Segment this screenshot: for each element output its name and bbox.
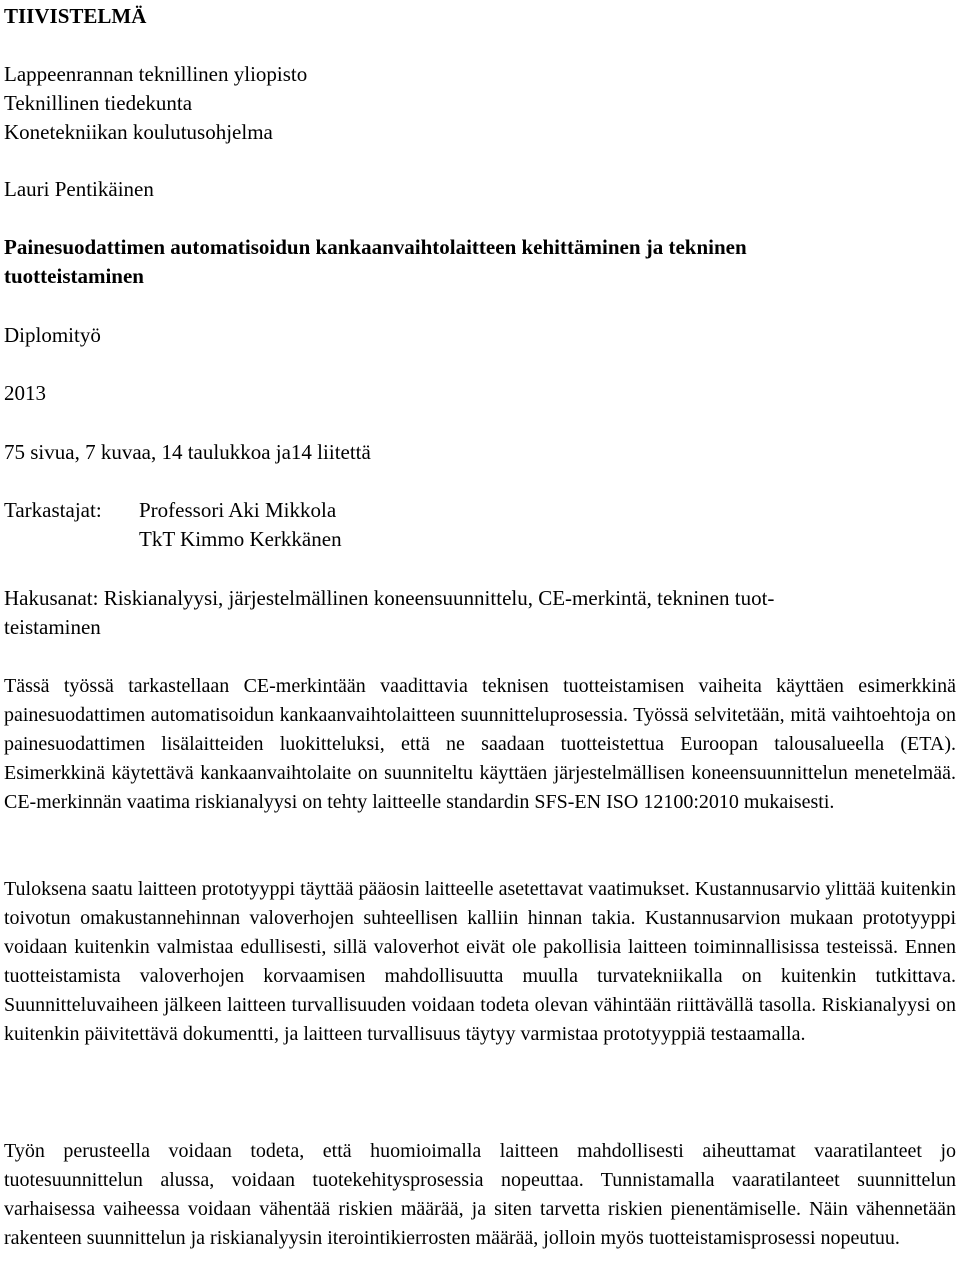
thesis-title-line-1: Painesuodattimen automatisoidun kankaanvaihtolaitteen kehittäminen ja tekninen [4, 235, 747, 259]
examiner-first: Professori Aki Mikkola [139, 498, 337, 522]
abstract-paragraph-3: Työn perusteella voidaan todeta, että huomioimalla laitteen mahdollisesti aiheuttamat vaaratilanteet jo tuotesuunnittelun alussa, voidaan tuotekehitysprosessia nopeuttaa. Tunnistamalla vaaratilanteet suunnittelun varhaisessa vaiheessa voidaan vähentää riskien määrää, ja siten tarvetta riskien pienentämiselle. Näin vähennetään rakenteen suunnittelun ja riskianalyysin iterointikierrosten määrää, jolloin myös tuotteistamisprosessi nopeutuu. [4, 1140, 956, 1249]
keywords-line-2: teistaminen [4, 615, 101, 639]
abstract-paragraph-1: Tässä työssä tarkastellaan CE-merkintään vaadittavia teknisen tuotteistamisen vaiheita käyttäen esimerkkinä painesuodattimen automatisoidun kankaanvaihtolaitteen suunnitteluprosessia. Työssä selvitetään, mitä vaihtoehtoja on painesuodattimen lisälaitteiden luokitteluksi, että ne saadaan tuotteistettua Euroopan talousalueella (ETA). Esimerkkinä käytettävä kankaanvaihtolaite on suunniteltu käyttäen järjestelmällisen koneensuunnittelun menetelmää. CE-merkinnän vaatima riskianalyysi on tehty laitteelle standardin SFS-EN ISO 12100:2010 mukaisesti. [4, 675, 956, 813]
thesis-title-line-2: tuotteistaminen [4, 264, 144, 288]
examiners-label: Tarkastajat: [4, 498, 102, 522]
programme-name: Konetekniikan koulutusohjelma [4, 120, 273, 144]
abstract-heading: TIIVISTELMÄ [4, 4, 147, 28]
university-name: Lappeenrannan teknillinen yliopisto [4, 62, 308, 86]
examiner-second: TkT Kimmo Kerkkänen [139, 527, 342, 551]
keywords-line-1: Hakusanat: Riskianalyysi, järjestelmällinen koneensuunnittelu, CE-merkintä, tekninen tuot- [4, 586, 775, 610]
author-name: Lauri Pentikäinen [4, 177, 154, 201]
thesis-type: Diplomityö [4, 323, 101, 347]
thesis-extent: 75 sivua, 7 kuvaa, 14 taulukkoa ja14 liitettä [4, 440, 371, 464]
abstract-paragraph-2: Tuloksena saatu laitteen prototyyppi täyttää pääosin laitteelle asetettavat vaatimukset. Kustannusarvio ylittää kuitenkin toivotun omakustannehinnan valoverhojen suhteellisen kalliin hinnan takia. Kustannusarvion mukaan prototyyppi voidaan kuitenkin valmistaa edullisesti, sillä valoverhot eivät ole pakollisia laitteen toiminnallisissa testeissä. Ennen tuotteistamista valoverhojen korvaamisen mahdollisuutta muulla turvatekniikalla on kuitenkin tutkittava. Suunnitteluvaiheen jälkeen laitteen turvallisuuden voidaan todeta olevan vähintään riittävällä tasolla. Riskianalyysi on kuitenkin päivitettävä dokumentti, ja laitteen turvallisuus täytyy varmistaa prototyyppiä testaamalla. [4, 878, 956, 1045]
thesis-year: 2013 [4, 381, 46, 405]
faculty-name: Teknillinen tiedekunta [4, 91, 193, 115]
